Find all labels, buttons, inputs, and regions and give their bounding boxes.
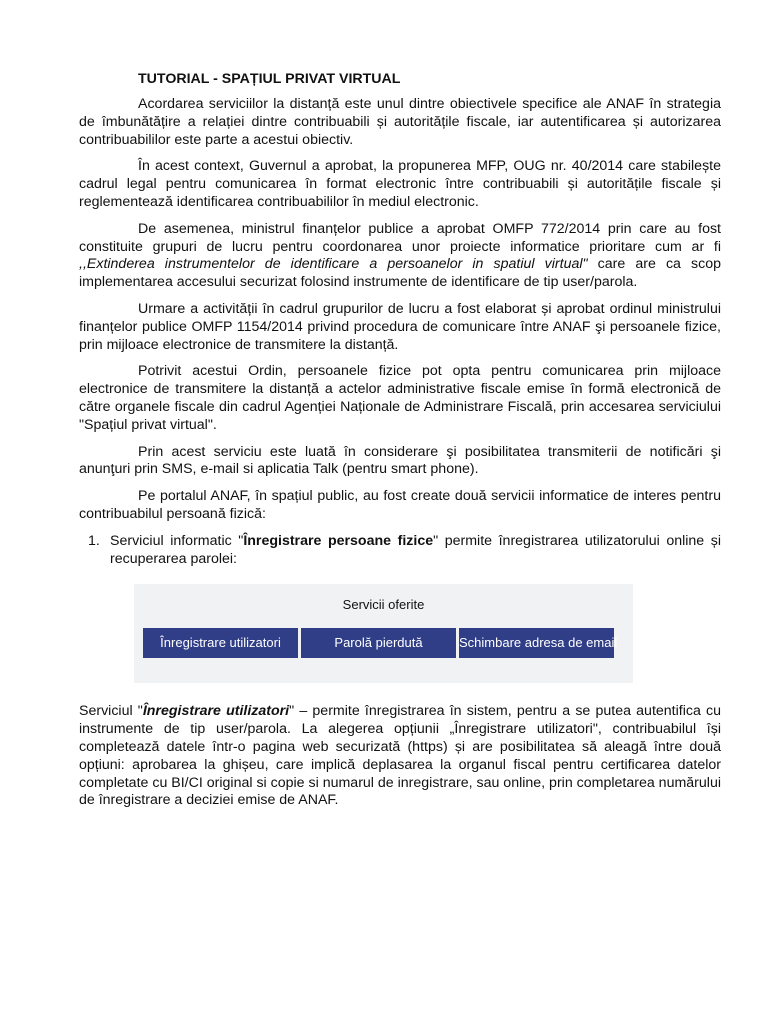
paragraph-3-italic-quote: ,,Extinderea instrumentelor de identificare a persoanelor in spatiul virtual" [79,256,588,273]
paragraph-3-text-before: De asemenea, ministrul finanțelor publice a aprobat OMFP 772/2014 prin care au fost constituite grupuri de lucru pentru coordonarea unor proiecte informatice prioritare cum ar fi [79,220,721,255]
paragraph-3 [79,221,721,292]
paragraph-8-text-before: Serviciul " [79,703,143,720]
paragraph-8-text-after: " – permite înregistrarea în sistem, pentru a se putea autentifica cu instrumente de tip user/parola. La alegerea opțiunii „Înregistrare utilizatori", contribuabilul își completează datele într-o pagina web securizată (https) și are posibilitatea să aleagă între două opțiuni: aprobarea la ghișeu, care implică deplasarea la organul fiscal pentru certificarea datelor completate cu BI/CI original si copie si numarul de inregistrare, sau online, prin completarea numărului de înregistrare a deciziei emise de ANAF. [79,703,721,809]
services-buttons-row [143,628,618,658]
paragraph-7: Pe portalul ANAF, în spațiul public, au fost create două servicii informatice de interes pentru contribuabilul persoană fizică: [79,488,721,522]
paragraph-1: Acordarea serviciilor la distanță este unul dintre obiectivele specifice ale ANAF în strategia de îmbunătățire a relației dintre contribuabili și autoritățile fiscale, iar autentificarea și autorizarea contribuabililor este parte a acestui obiectiv. [79,96,721,148]
paragraph-3-text-after: care are ca scop implementarea accesului securizat folosind instrumente de identificare de tip user/parola. [79,256,722,291]
document-title: TUTORIAL - SPAȚIUL PRIVAT VIRTUAL [138,71,401,87]
services-title: Servicii oferite [342,597,425,613]
paragraph-6: Prin acest serviciu este luată în considerare şi posibilitatea transmiterii de notificări şi anunţuri prin SMS, e-mail si aplicatia Talk (pentru smart phone). [79,443,721,478]
list-item-bold-service: Înregistrare persoane fizice [243,532,434,549]
list-item-text-after: " permite înregistrarea utilizatorului online și recuperarea parolei: [110,532,722,567]
change-email-button[interactable]: Schimbare adresa de email [459,628,614,658]
paragraph-8 [79,703,721,810]
list-item-text-before: Serviciul informatic " [110,532,244,549]
paragraph-8-bold-italic-service: Înregistrare utilizatori [142,703,290,720]
paragraph-2: În acest context, Guvernul a aprobat, la propunerea MFP, OUG nr. 40/2014 care stabilește cadrul legal pentru comunicarea în format electronic între contribuabili și autoritățile fiscale și reglementează identificarea contribuabililor în mediul electronic. [79,158,721,210]
list-number: 1. [88,532,100,549]
lost-password-button[interactable]: Parolă pierdută [301,628,456,658]
services-panel [134,584,633,683]
list-item-1 [79,533,721,569]
document-page [79,70,721,819]
register-users-button[interactable]: Înregistrare utilizatori [143,628,298,658]
paragraph-5: Potrivit acestui Ordin, persoanele fizice pot opta pentru comunicarea prin mijloace electronice de transmitere la distanță a actelor administrative fiscale emise în formă electronică de către organele fiscale din cadrul Agenției Naționale de Administrare Fiscală, prin accesarea serviciului "Spațiul privat virtual". [79,363,721,433]
paragraph-4: Urmare a activității în cadrul grupurilor de lucru a fost elaborat și aprobat ordinul ministrului finanțelor publice OMFP 1154/2014 privind procedura de comunicare între ANAF şi persoanele fizice, prin mijloace electronice de transmitere la distanță. [79,300,721,353]
